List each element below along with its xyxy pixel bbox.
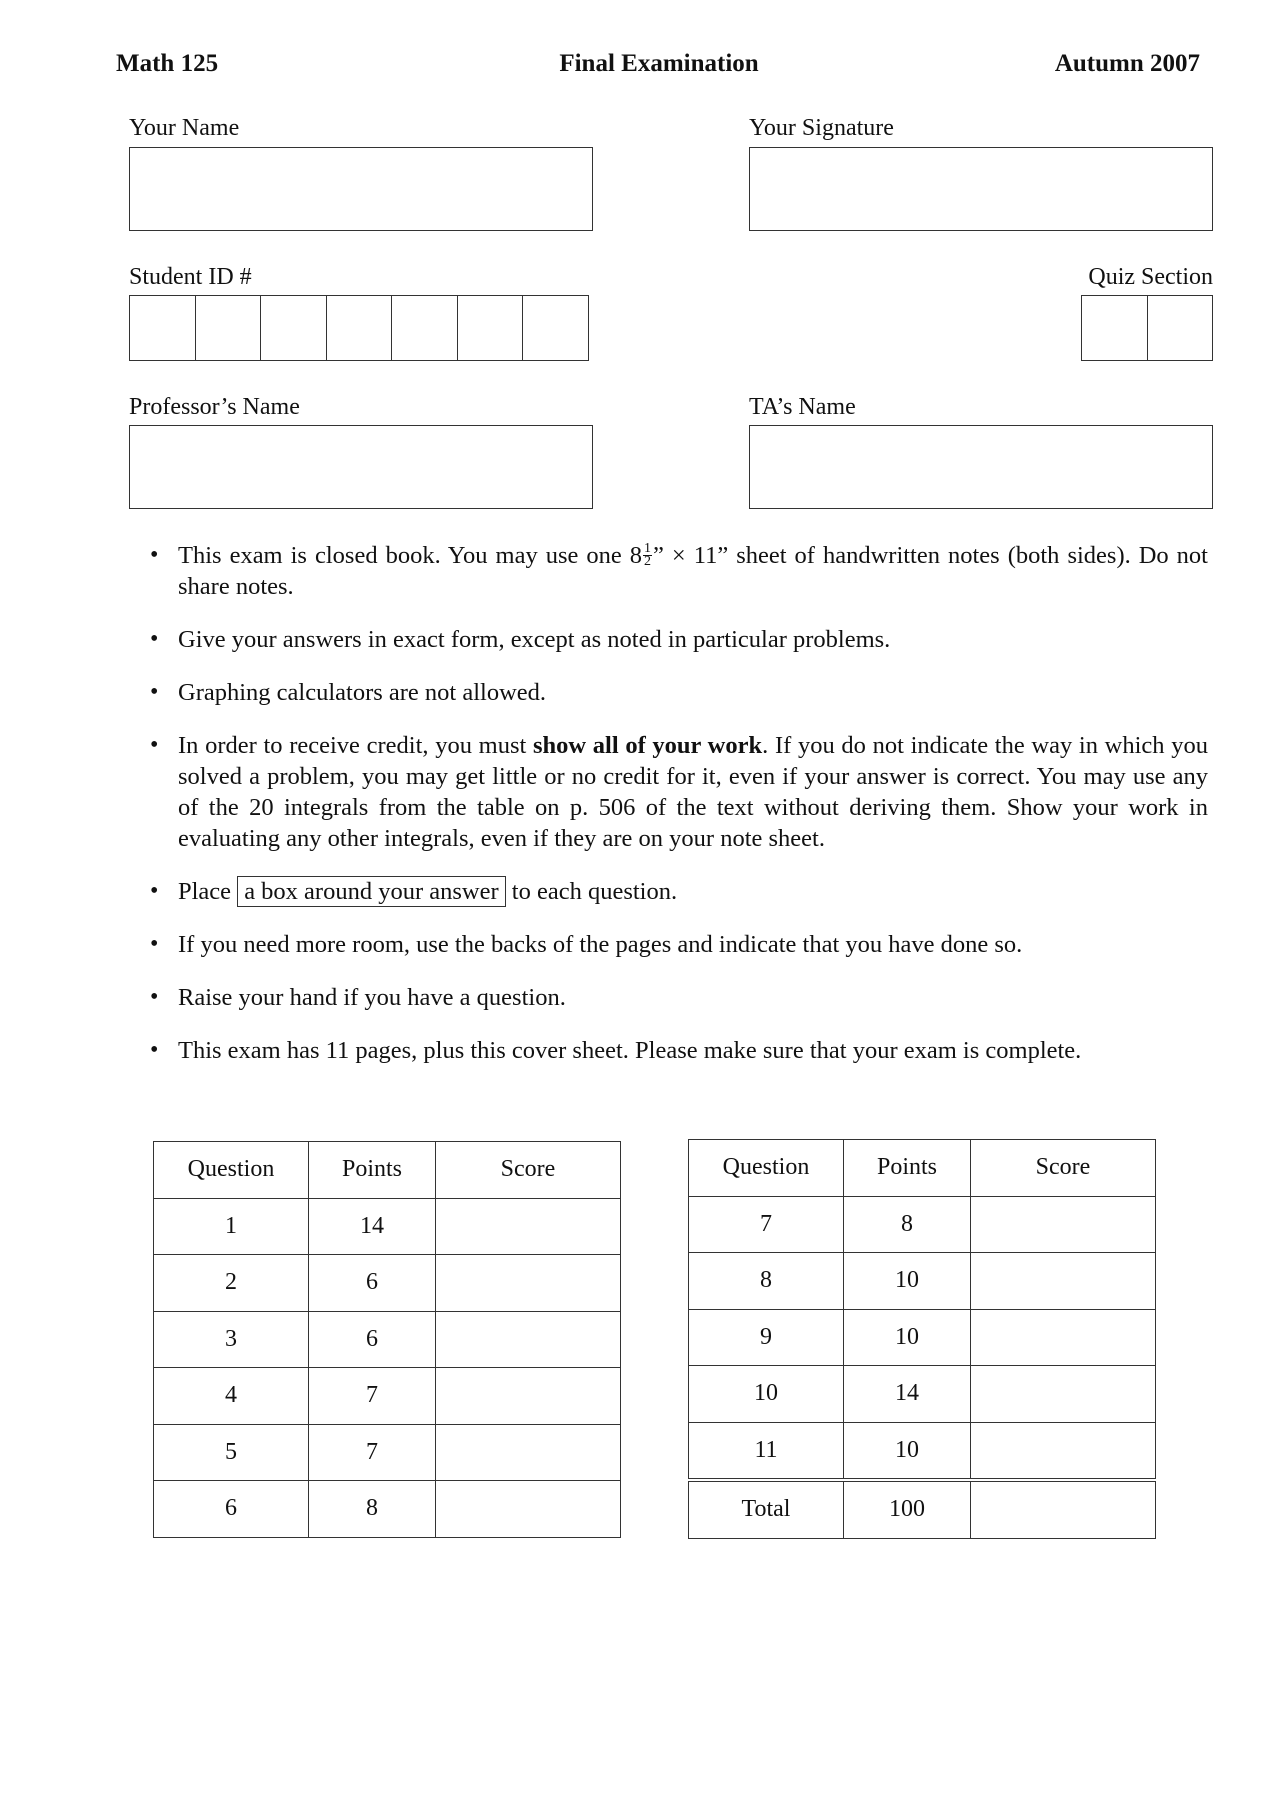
table-row bbox=[154, 1311, 621, 1368]
name-field[interactable] bbox=[129, 147, 593, 231]
professor-name-field[interactable] bbox=[129, 425, 593, 509]
score-cell[interactable] bbox=[971, 1253, 1156, 1310]
fraction-numerator: 1 bbox=[644, 540, 652, 556]
score-cell[interactable] bbox=[436, 1255, 621, 1312]
score-cell[interactable] bbox=[436, 1368, 621, 1425]
score-table-right bbox=[688, 1139, 1156, 1539]
question-points: 14 bbox=[844, 1366, 971, 1423]
instruction-text: ” × 11” sheet of handwritten notes (both sides). Do not share notes. bbox=[178, 542, 1208, 600]
table-row bbox=[154, 1255, 621, 1312]
table-row bbox=[689, 1309, 1156, 1366]
question-points: 7 bbox=[309, 1424, 436, 1481]
score-cell[interactable] bbox=[971, 1422, 1156, 1480]
quiz-section-field[interactable] bbox=[1081, 295, 1213, 361]
question-points: 8 bbox=[309, 1481, 436, 1538]
question-number: 3 bbox=[154, 1311, 309, 1368]
table-row bbox=[689, 1196, 1156, 1253]
total-score-cell[interactable] bbox=[971, 1480, 1156, 1538]
instruction-emphasis: show all of your work bbox=[532, 732, 763, 759]
score-cell[interactable] bbox=[971, 1366, 1156, 1423]
ta-name-label: TA’s Name bbox=[749, 394, 856, 420]
table-row bbox=[689, 1253, 1156, 1310]
instruction-item: • Raise your hand if you have a question. bbox=[150, 982, 1208, 1013]
total-points: 100 bbox=[844, 1480, 971, 1538]
column-header-score: Score bbox=[436, 1142, 621, 1199]
student-id-digit[interactable] bbox=[261, 296, 327, 360]
quiz-section-digit[interactable] bbox=[1148, 296, 1213, 360]
question-points: 8 bbox=[844, 1196, 971, 1253]
table-row bbox=[154, 1368, 621, 1425]
score-table-left bbox=[153, 1141, 621, 1538]
instruction-item bbox=[150, 540, 1208, 602]
score-cell[interactable] bbox=[436, 1481, 621, 1538]
table-row bbox=[689, 1366, 1156, 1423]
instruction-item: • This exam has 11 pages, plus this cover sheet. Please make sure that your exam is complete. bbox=[150, 1035, 1208, 1066]
question-number: 9 bbox=[689, 1309, 844, 1366]
instruction-text: Place bbox=[178, 878, 238, 905]
instruction-item: • Give your answers in exact form, except as noted in particular problems. bbox=[150, 624, 1208, 655]
column-header-score: Score bbox=[971, 1140, 1156, 1197]
name-label: Your Name bbox=[129, 115, 240, 141]
question-number: 10 bbox=[689, 1366, 844, 1423]
table-row bbox=[154, 1424, 621, 1481]
question-points: 6 bbox=[309, 1311, 436, 1368]
instruction-text: In order to receive credit, you must bbox=[178, 732, 533, 759]
column-header-points: Points bbox=[309, 1142, 436, 1199]
student-id-digit[interactable] bbox=[196, 296, 262, 360]
signature-field[interactable] bbox=[749, 147, 1213, 231]
instruction-item: • If you need more room, use the backs of the pages and indicate that you have done so. bbox=[150, 929, 1208, 960]
instruction-text: to each question. bbox=[505, 878, 678, 905]
student-id-digit[interactable] bbox=[458, 296, 524, 360]
fraction bbox=[643, 540, 652, 569]
column-header-question: Question bbox=[689, 1140, 844, 1197]
question-points: 6 bbox=[309, 1255, 436, 1312]
fraction-denominator: 2 bbox=[644, 553, 652, 569]
question-number: 4 bbox=[154, 1368, 309, 1425]
question-points: 10 bbox=[844, 1309, 971, 1366]
instruction-item: • Graphing calculators are not allowed. bbox=[150, 677, 1208, 708]
ta-name-field[interactable] bbox=[749, 425, 1213, 509]
question-number: 1 bbox=[154, 1198, 309, 1255]
score-cell[interactable] bbox=[436, 1311, 621, 1368]
question-points: 10 bbox=[844, 1253, 971, 1310]
table-row bbox=[689, 1422, 1156, 1480]
instruction-text: . If you do not indicate the way in which you solved a problem, you may get little or no credit for it, even if your answer is correct. You may use any of the 20 integrals from the table on p. 506 of the text without deriving them. Show your work in evaluating any other integrals, even if they are on your note sheet. bbox=[178, 732, 1208, 852]
student-id-digit[interactable] bbox=[523, 296, 588, 360]
table-header-row bbox=[154, 1142, 621, 1199]
question-number: 7 bbox=[689, 1196, 844, 1253]
question-number: 5 bbox=[154, 1424, 309, 1481]
instruction-item bbox=[150, 730, 1208, 854]
question-points: 10 bbox=[844, 1422, 971, 1480]
student-id-digit[interactable] bbox=[392, 296, 458, 360]
score-cell[interactable] bbox=[436, 1198, 621, 1255]
student-id-digit[interactable] bbox=[130, 296, 196, 360]
question-number: 8 bbox=[689, 1253, 844, 1310]
boxed-example: a box around your answer bbox=[237, 876, 505, 907]
professor-name-label: Professor’s Name bbox=[129, 394, 300, 420]
instruction-text: This exam is closed book. You may use one 8 bbox=[178, 542, 643, 569]
column-header-points: Points bbox=[844, 1140, 971, 1197]
score-cell[interactable] bbox=[971, 1196, 1156, 1253]
question-number: 2 bbox=[154, 1255, 309, 1312]
score-cell[interactable] bbox=[436, 1424, 621, 1481]
score-cell[interactable] bbox=[971, 1309, 1156, 1366]
question-points: 7 bbox=[309, 1368, 436, 1425]
question-number: 6 bbox=[154, 1481, 309, 1538]
instructions-list bbox=[150, 540, 1208, 1088]
column-header-question: Question bbox=[154, 1142, 309, 1199]
table-row bbox=[154, 1481, 621, 1538]
student-id-field[interactable] bbox=[129, 295, 589, 361]
student-id-label: Student ID # bbox=[129, 264, 252, 290]
student-id-digit[interactable] bbox=[327, 296, 393, 360]
page-title: Final Examination bbox=[559, 50, 759, 77]
quiz-section-digit[interactable] bbox=[1082, 296, 1148, 360]
quiz-section-label: Quiz Section bbox=[1088, 264, 1213, 290]
question-number: 11 bbox=[689, 1422, 844, 1480]
instruction-item bbox=[150, 876, 1208, 907]
question-points: 14 bbox=[309, 1198, 436, 1255]
total-label: Total bbox=[689, 1480, 844, 1538]
signature-label: Your Signature bbox=[749, 115, 894, 141]
table-header-row bbox=[689, 1140, 1156, 1197]
total-row bbox=[689, 1480, 1156, 1538]
table-row bbox=[154, 1198, 621, 1255]
exam-term: Autumn 2007 bbox=[1054, 50, 1200, 77]
course-number: Math 125 bbox=[116, 50, 219, 77]
